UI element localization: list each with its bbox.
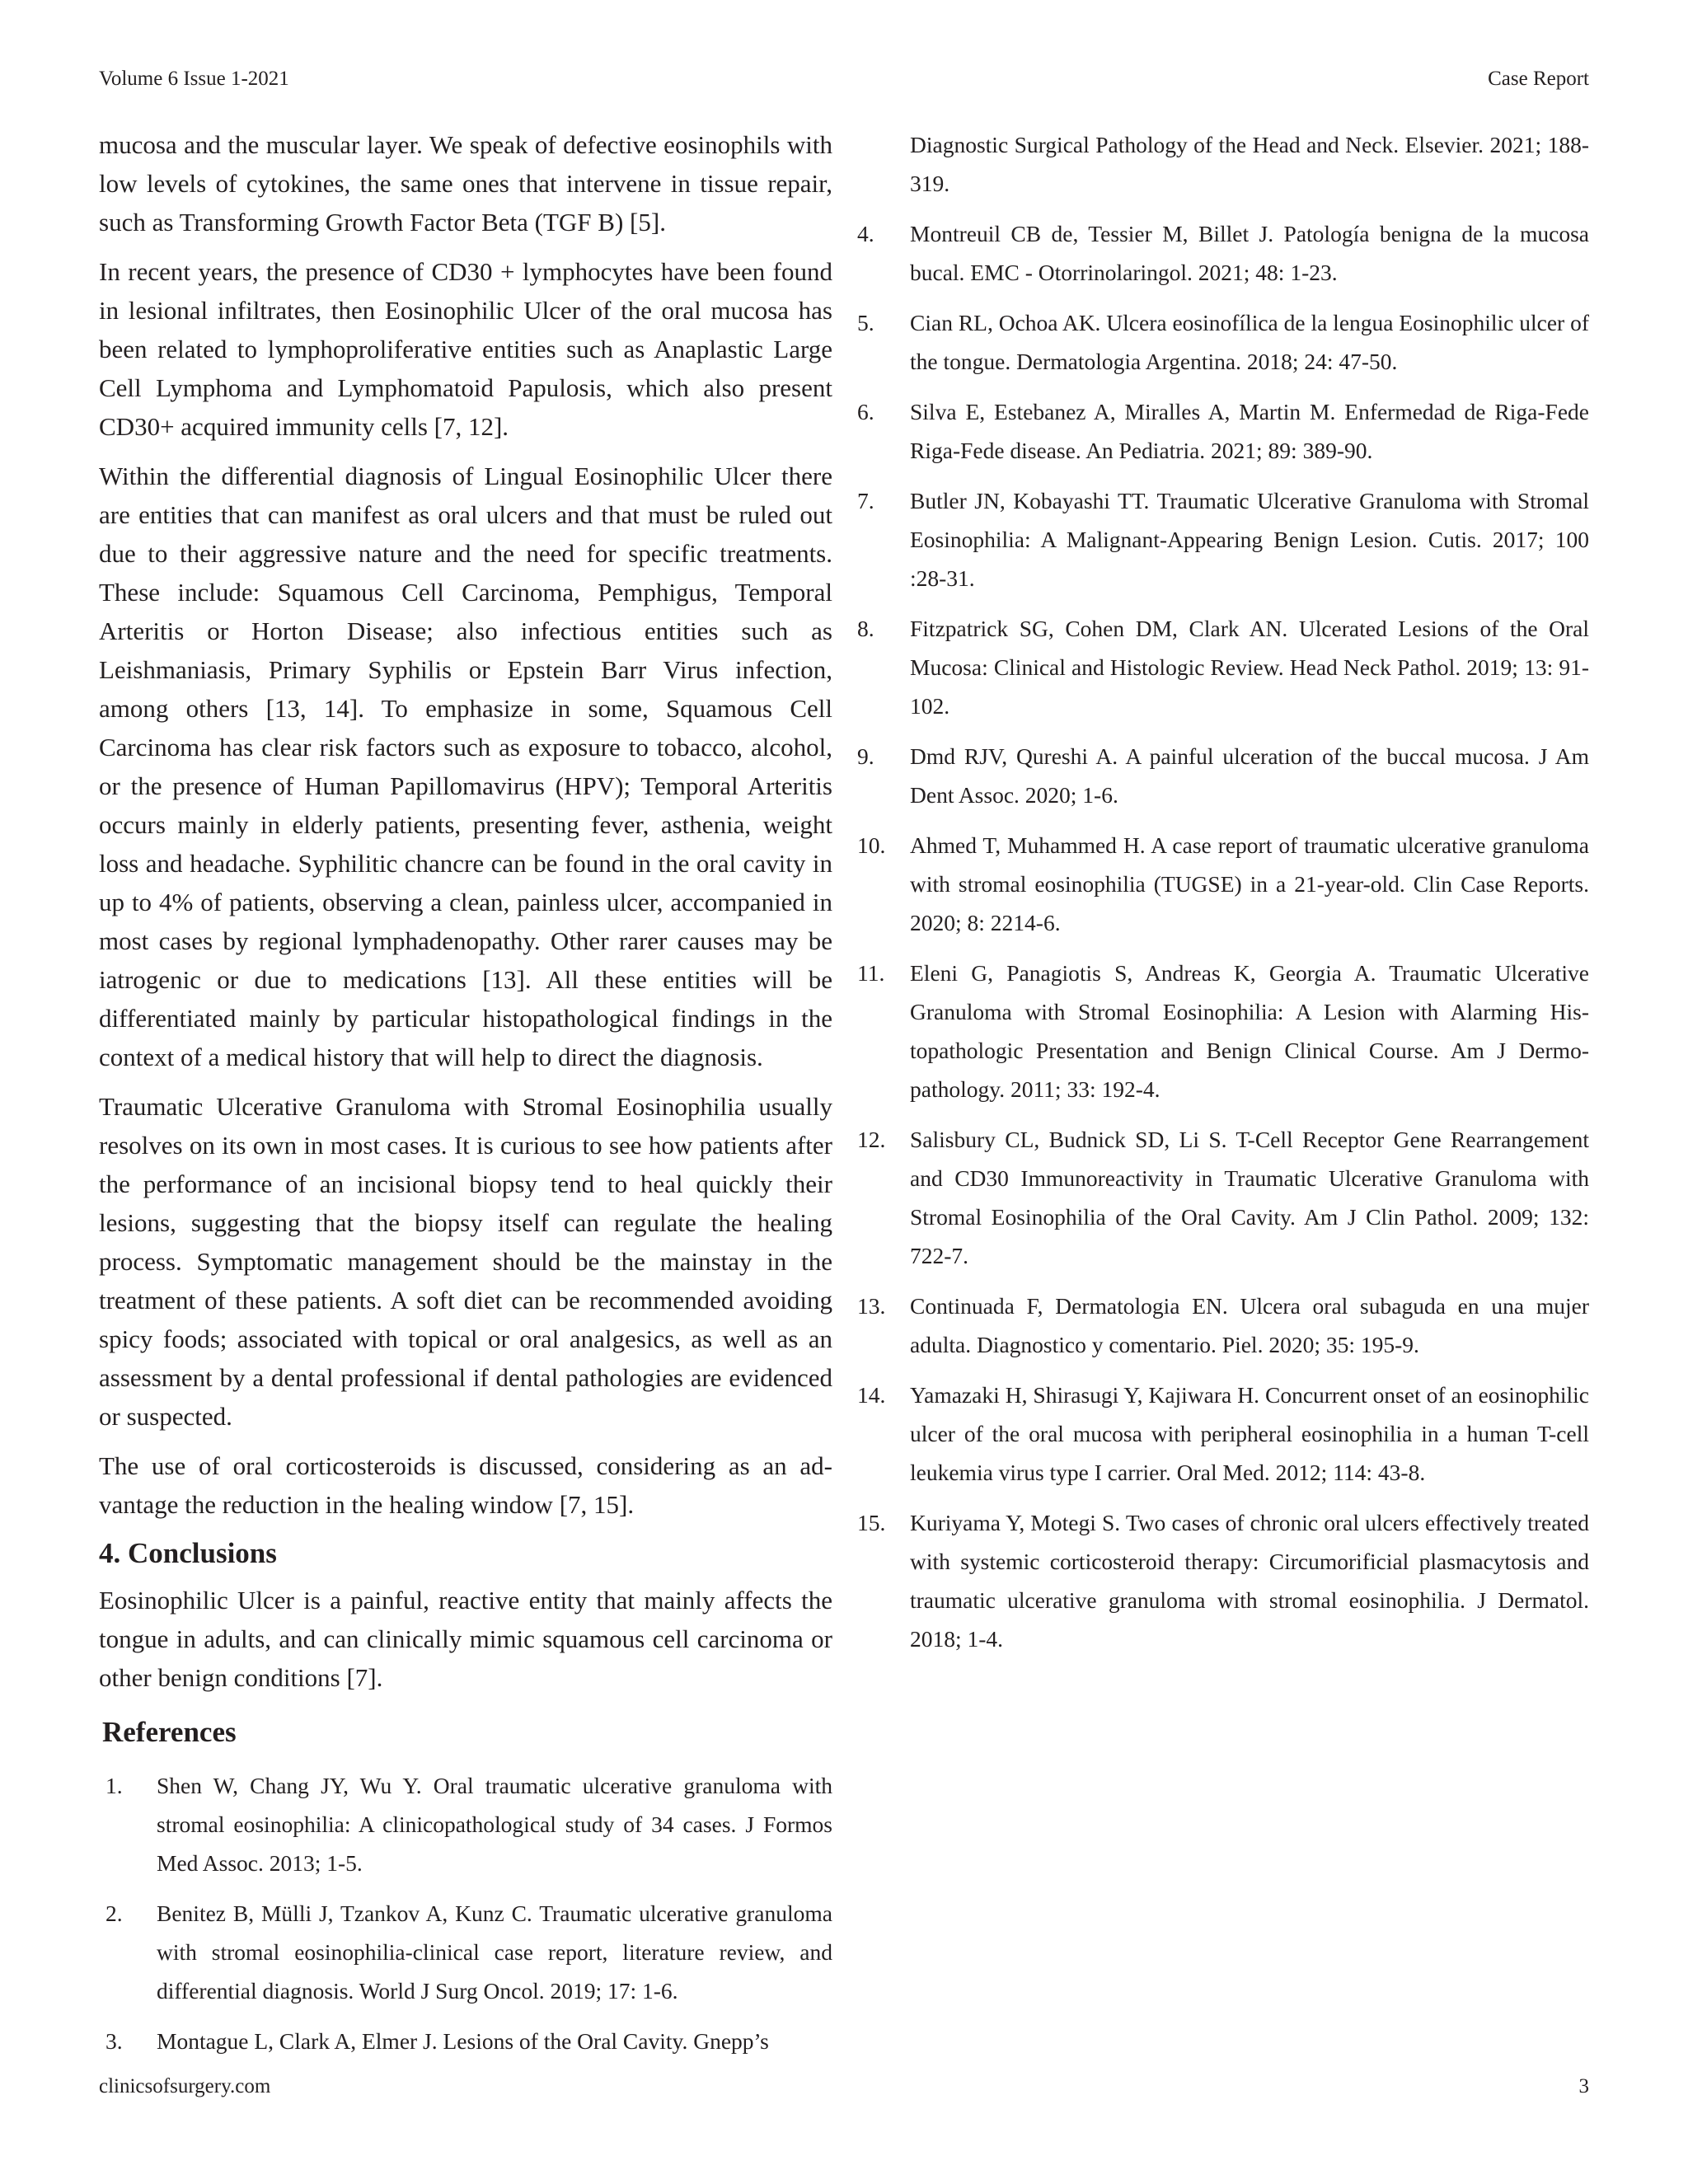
reference-number: 9.: [857, 743, 874, 769]
reference-item: [99, 1894, 832, 2010]
reference-text: Ahmed T, Muhammed H. A case report of traumatic ulcerative granuloma with stromal eosinophilia (TUGSE) in a 21-year-old. Clin Case Reports. 2020; 8: 2214-6.: [910, 832, 1589, 935]
reference-text: Dmd RJV, Qureshi A. A painful ulceration of the buccal mucosa. J Am Dent Assoc. 2020; 1-6.: [910, 743, 1589, 808]
reference-item: [857, 1376, 1589, 1492]
reference-text: Salisbury CL, Budnick SD, Li S. T-Cell Receptor Gene Rearrangement and CD30 Immunoreactivity in Traumatic Ulcerative Granuloma with Stromal Eosinophilia of the Oral Cavity. Am J Clin Pathol. 2009; 132: 722-7.: [910, 1127, 1589, 1268]
body-paragraph: mucosa and the muscular layer. We speak of defective eosinophils with low levels of cytokines, the same ones that intervene in tissue repair, such as Transforming Growth Factor Beta (TGF B) [5].: [99, 130, 832, 237]
reference-text: Silva E, Estebanez A, Miralles A, Martin M. Enfermedad de Riga-Fede Riga-Fede disease. An Pediatria. 2021; 89: 389-90.: [910, 399, 1589, 463]
reference-text: Butler JN, Kobayashi TT. Traumatic Ulcerative Granuloma with Stromal Eosinophilia: A Malignant-Appearing Benign Lesion. Cutis. 2017; 100 :28-31.: [910, 488, 1589, 591]
reference-text: Continuada F, Dermatologia EN. Ulcera oral subaguda en una mujer adulta. Diagnostico y comentario. Piel. 2020; 35: 195-9.: [910, 1293, 1589, 1357]
reference-item: [857, 954, 1589, 1108]
body-paragraph: Within the differential diagnosis of Lingual Eosinophilic Ulcer there are entities that can manifest as oral ulcers and that must be ruled out due to their aggressive nature and the need for specific treatments. These include: Squamous Cell Carcinoma, Pemphigus, Temporal Arteritis or Horton Disease; also infectious entities such as Leishmaniasis, Primary Syphilis or Epstein Barr Virus infection, among others [13, 14]. To emphasize in some, Squamous Cell Carcinoma has clear risk factors such as exposure to tobacco, alcohol, or the presence of Human Papillomavirus (HPV); Temporal Arteritis occurs mainly in elderly patients, presenting fever, asthenia, weight loss and headache. Syphilitic chancre can be found in the oral cavity in up to 4% of patients, observing a clean, painless ulcer, accompanied in most cases by regional lymphadenopathy. Other rarer causes may be iatrogenic or due to medications [13]. All these entities will be differentiated mainly by particular histopathological findings in the context of a medical history that will help to direct the diagnosis.: [99, 462, 832, 1071]
footer-page-number: 3: [1578, 2075, 1589, 2097]
reference-item: [857, 481, 1589, 598]
reference-text: Shen W, Chang JY, Wu Y. Oral traumatic ulcerative granuloma with stromal eosinophilia: A clinicopathological study of 34 cases. J Formos Med Assoc. 2013; 1-5.: [157, 1773, 832, 1876]
reference-text: Kuriyama Y, Motegi S. Two cases of chronic oral ulcers effectively treated with systemic corticosteroid therapy: Circumorificial plasmacytosis and traumatic ulcerative granuloma with stromal eosinophilia. J Dermatol. 2018; 1-4.: [910, 1510, 1589, 1652]
reference-number: 2.: [106, 1900, 123, 1926]
reference-number: 3.: [106, 2028, 123, 2054]
reference-number: 6.: [857, 399, 874, 424]
reference-text: Benitez B, Mülli J, Tzankov A, Kunz C. Traumatic ulcerative granuloma with stromal eosinophilia-clinical case report, literature review, and differential diagnosis. World J Surg Oncol. 2019; 17: 1-6.: [157, 1900, 832, 2004]
references-heading: References: [102, 1716, 237, 1748]
reference-list: [99, 1766, 832, 2060]
reference-number: 10.: [857, 832, 886, 858]
reference-number: 1.: [106, 1773, 123, 1798]
reference-text: Montague L, Clark A, Elmer J. Lesions of the Oral Cavity. Gnepp’s: [157, 2028, 769, 2054]
reference-text: Eleni G, Panagiotis S, Andreas K, Georgia A. Traumatic Ulcerative Granuloma with Stromal Eosinophilia: A Lesion with Alarming Histopathologic Presentation and Benign Clinical Course. Am J Dermopathology. 2011; 33: 192-4.: [910, 960, 1589, 1102]
body-paragraph: In recent years, the presence of CD30 + lymphocytes have been found in lesional infiltrates, then Eosinophilic Ulcer of the oral mucosa has been related to lymphoproliferative entities such as Anaplastic Large Cell Lymphoma and Lymphomatoid Papulosis, which also present CD30+ acquired immunity cells [7, 12].: [99, 257, 832, 441]
reference-number: 4.: [857, 221, 874, 246]
footer-site: clinicsofsurgery.com: [99, 2075, 271, 2097]
reference-number: 13.: [857, 1293, 886, 1319]
reference-item: [857, 214, 1589, 292]
reference-number: 11.: [857, 960, 885, 986]
header-article-type: Case Report: [1488, 68, 1589, 90]
reference-number: 14.: [857, 1382, 886, 1408]
reference-item: [857, 1286, 1589, 1364]
reference-item: [857, 737, 1589, 814]
reference-text: Cian RL, Ochoa AK. Ulcera eosinofílica de la lengua Eosinophilic ulcer of the tongue. Dermatologia Argentina. 2018; 24: 47-50.: [910, 310, 1589, 374]
reference-item: [857, 1120, 1589, 1275]
reference-text: Fitzpatrick SG, Cohen DM, Clark AN. Ulcerated Lesions of the Oral Mucosa: Clinical and Histologic Review. Head Neck Pathol. 2019; 13: 91-102.: [910, 616, 1589, 719]
reference-number: 15.: [857, 1510, 886, 1535]
reference-number: 8.: [857, 616, 874, 641]
reference-item: [99, 1766, 832, 1882]
reference-number: 7.: [857, 488, 874, 513]
reference-continuation: Diagnostic Surgical Pathology of the Head and Neck. Elsevier. 2021; 188-319.: [910, 132, 1589, 196]
reference-item: [857, 1503, 1589, 1658]
left-column: [99, 125, 832, 2072]
right-column: [857, 125, 1589, 1670]
header-volume: Volume 6 Issue 1-2021: [99, 68, 289, 90]
reference-item: [857, 303, 1589, 381]
reference-number: 12.: [857, 1127, 886, 1152]
reference-item: [857, 609, 1589, 725]
reference-item: [99, 2022, 832, 2060]
reference-item: [857, 826, 1589, 942]
body-paragraph: The use of oral corticosteroids is discussed, considering as an advantage the reduction in the healing window [7, 15].: [99, 1451, 832, 1519]
reference-item: [857, 392, 1589, 470]
reference-text: Montreuil CB de, Tessier M, Billet J. Patología benigna de la mucosa bucal. EMC - Otorrinolaringol. 2021; 48: 1-23.: [910, 221, 1589, 285]
reference-list: [857, 214, 1589, 1658]
conclusions-paragraph: Eosinophilic Ulcer is a painful, reactive entity that mainly affects the tongue in adults, and can clinically mimic squamous cell carcinoma or other benign conditions [7].: [99, 1586, 832, 1692]
reference-number: 5.: [857, 310, 874, 335]
conclusions-heading: 4. Conclusions: [99, 1537, 277, 1569]
body-paragraph: Traumatic Ulcerative Granuloma with Stromal Eosinophilia usually resolves on its own in most cases. It is curious to see how patients after the performance of an incisional biopsy tend to heal quickly their lesions, suggesting that the biopsy itself can regulate the healing process. Symptomatic management should be the mainstay in the treatment of these patients. A soft diet can be recommended avoiding spicy foods; associated with topical or oral analgesics, as well as an assessment by a dental professional if dental pathologies are evidenced or suspected.: [99, 1092, 832, 1431]
reference-text: Yamazaki H, Shirasugi Y, Kajiwara H. Concurrent onset of an eosinophilic ulcer of the oral mucosa with peripheral eosinophilia in a human T-cell leukemia virus type I carrier. Oral Med. 2012; 114: 43-8.: [910, 1382, 1589, 1485]
